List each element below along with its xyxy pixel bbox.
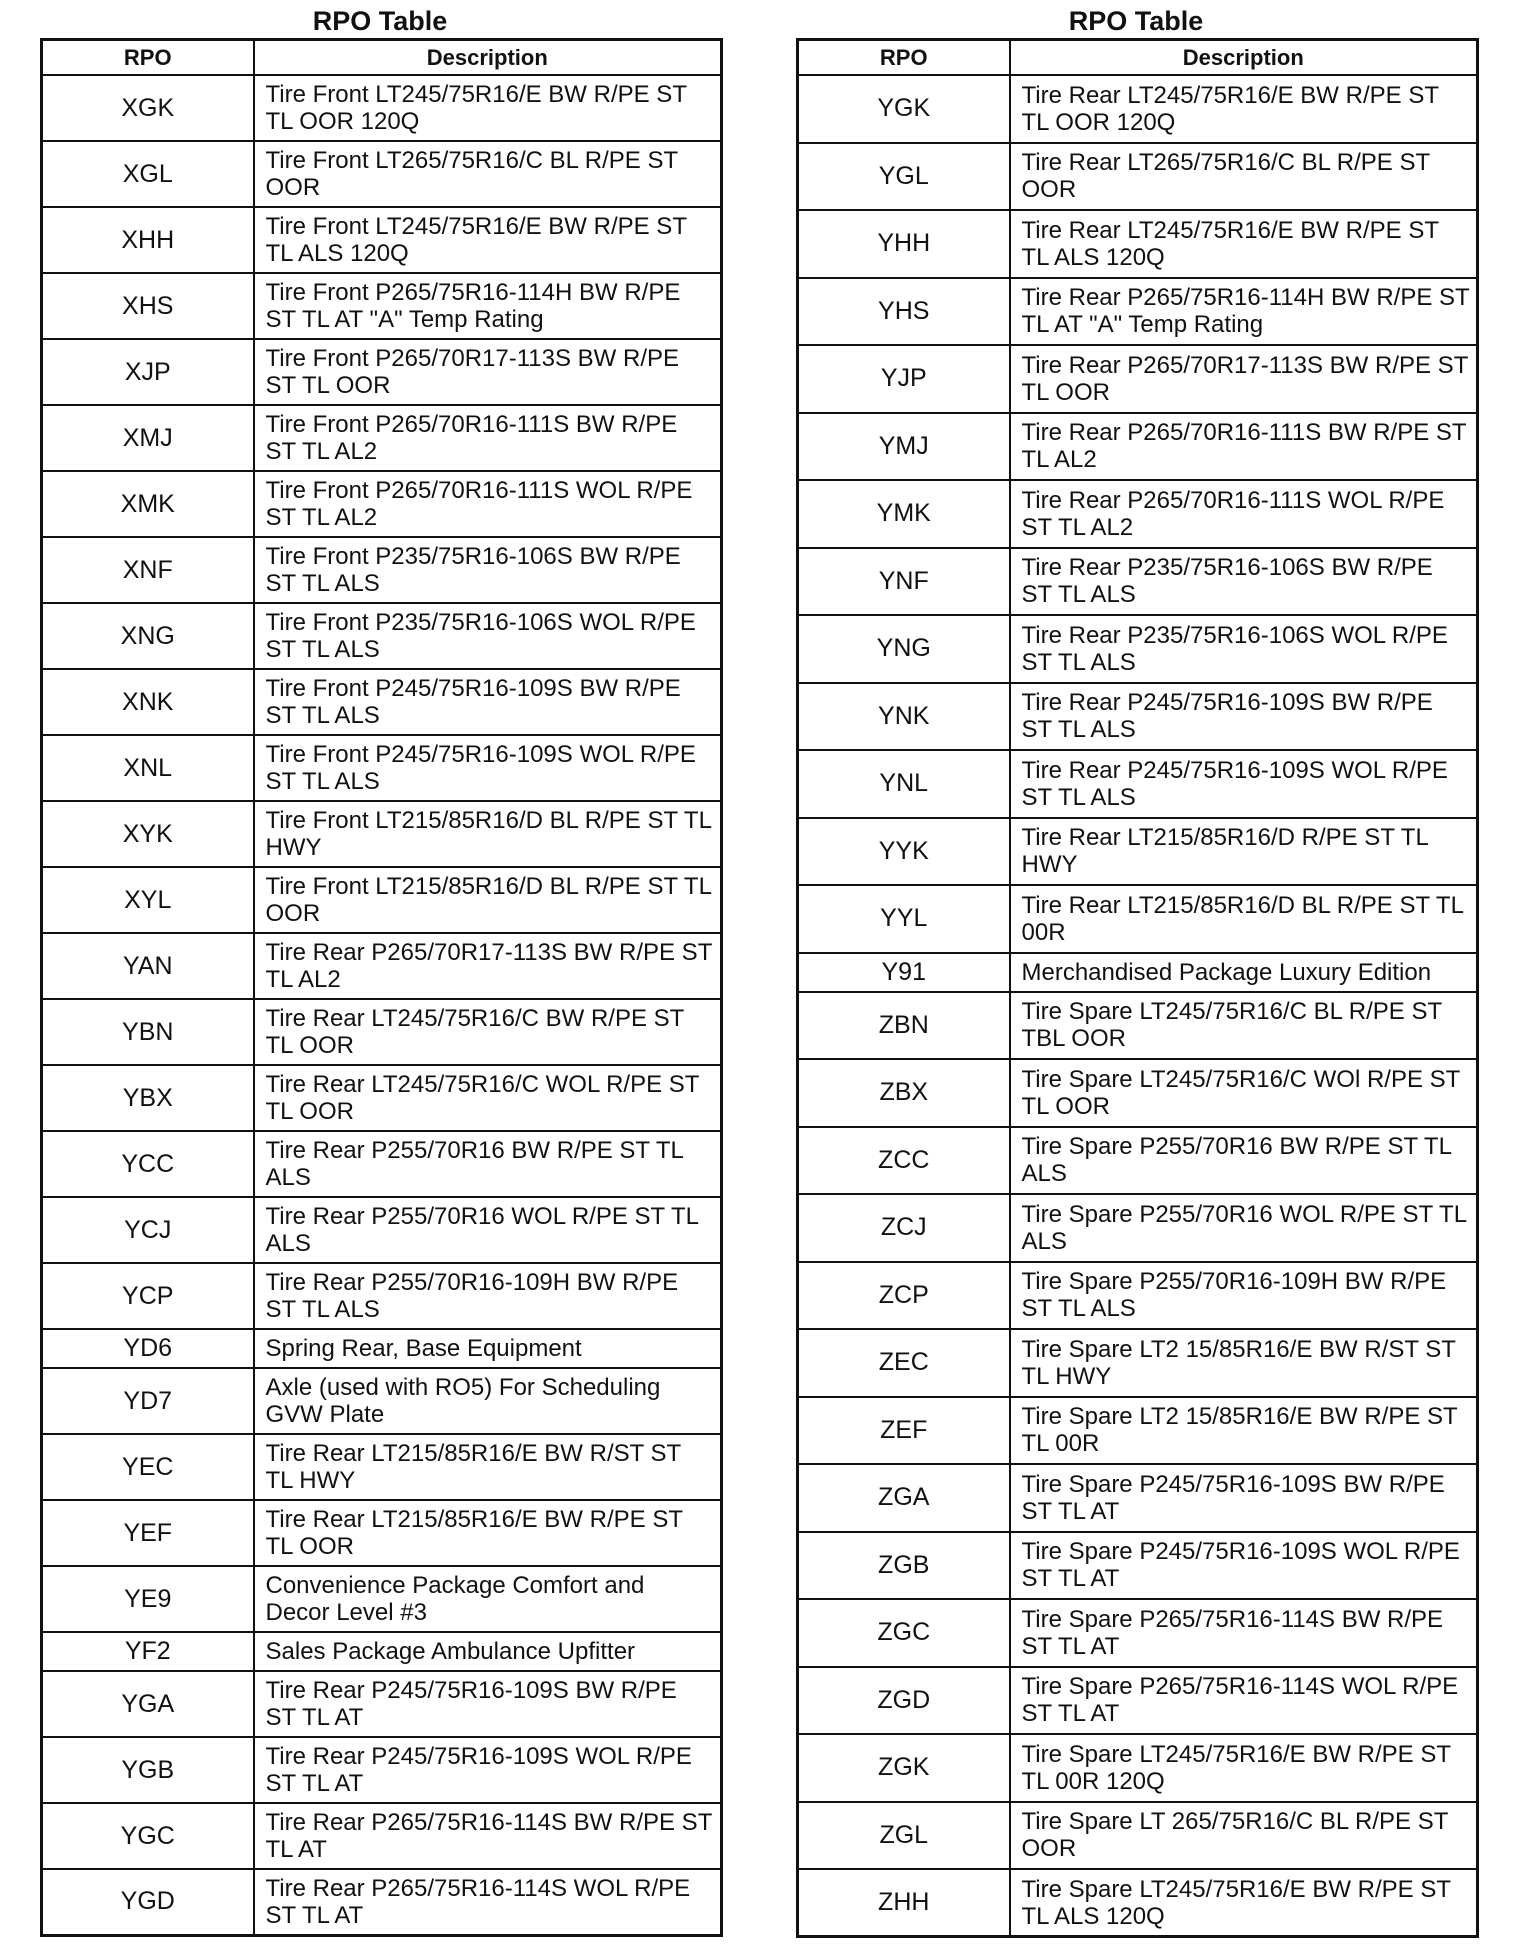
table-row [798,480,1478,548]
description-cell: Tire Front P235/75R16-106S WOL R/PE ST TL ALS [254,603,722,669]
description-cell: Tire Front P245/75R16-109S WOL R/PE ST TL ALS [254,735,722,801]
description-cell: Convenience Package Comfort and Decor Level #3 [254,1566,722,1632]
description-cell: Tire Spare LT 265/75R16/C BL R/PE ST OOR [1010,1802,1478,1870]
table-row [42,1500,722,1566]
description-cell: Tire Rear LT215/85R16/D BL R/PE ST TL 00R [1010,885,1478,953]
rpo-code-cell: YNK [798,683,1010,751]
table-row [42,1869,722,1935]
table-row [42,141,722,207]
table-row [42,801,722,867]
rpo-code-cell: XHS [42,273,254,339]
rpo-code-cell: YGB [42,1737,254,1803]
table-row [42,471,722,537]
description-cell: Tire Rear P255/70R16 WOL R/PE ST TL ALS [254,1197,722,1263]
description-cell: Tire Front P265/75R16-114H BW R/PE ST TL AT "A" Temp Rating [254,273,722,339]
description-cell: Tire Spare LT245/75R16/C WOl R/PE ST TL OOR [1010,1059,1478,1127]
table-row [798,345,1478,413]
table-row [798,548,1478,616]
table-body-left [42,75,722,1935]
table-row [42,1566,722,1632]
rpo-code-cell: YBN [42,999,254,1065]
table-row [42,1263,722,1329]
description-cell: Tire Rear P255/70R16 BW R/PE ST TL ALS [254,1131,722,1197]
description-cell: Tire Rear LT245/75R16/E BW R/PE ST TL ALS 120Q [1010,210,1478,278]
description-cell: Tire Rear P235/75R16-106S BW R/PE ST TL ALS [1010,548,1478,616]
rpo-code-cell: YGK [798,75,1010,143]
table-row [798,1667,1478,1735]
rpo-table-left-section [40,0,720,1937]
rpo-code-cell: ZEC [798,1329,1010,1397]
table-row [798,818,1478,886]
description-cell: Tire Rear P265/75R16-114S BW R/PE ST TL AT [254,1803,722,1869]
table-row [798,1869,1478,1937]
table-row [798,615,1478,683]
description-cell: Tire Spare LT245/75R16/E BW R/PE ST TL 00R 120Q [1010,1734,1478,1802]
rpo-code-cell: XYK [42,801,254,867]
description-cell: Tire Spare LT245/75R16/E BW R/PE ST TL ALS 120Q [1010,1869,1478,1937]
rpo-code-cell: ZCP [798,1262,1010,1330]
rpo-code-cell: YCP [42,1263,254,1329]
description-cell: Tire Front P245/75R16-109S BW R/PE ST TL ALS [254,669,722,735]
rpo-code-cell: ZEF [798,1397,1010,1465]
table-title-left: RPO Table [312,6,448,36]
rpo-table-left [40,38,723,1937]
description-cell: Tire Rear LT245/75R16/E BW R/PE ST TL OOR 120Q [1010,75,1478,143]
rpo-code-cell: ZBX [798,1059,1010,1127]
table-row [798,1127,1478,1195]
description-cell: Tire Rear LT215/85R16/D R/PE ST TL HWY [1010,818,1478,886]
table-row [42,1197,722,1263]
rpo-table-right-section [796,0,1476,1938]
rpo-code-cell: ZGB [798,1532,1010,1600]
description-cell: Tire Rear P245/75R16-109S WOL R/PE ST TL AT [254,1737,722,1803]
table-row [42,537,722,603]
description-cell: Tire Rear LT215/85R16/E BW R/ST ST TL HWY [254,1434,722,1500]
description-cell: Tire Rear LT245/75R16/C WOL R/PE ST TL OOR [254,1065,722,1131]
table-row [798,683,1478,751]
table-row [798,1532,1478,1600]
rpo-code-cell: XJP [42,339,254,405]
description-cell: Merchandised Package Luxury Edition [1010,953,1478,992]
rpo-code-cell: YYK [798,818,1010,886]
table-title-right: RPO Table [1068,6,1204,36]
table-row [798,1599,1478,1667]
rpo-code-cell: YAN [42,933,254,999]
rpo-code-cell: XNG [42,603,254,669]
description-cell: Tire Front LT265/75R16/C BL R/PE ST OOR [254,141,722,207]
table-row [798,278,1478,346]
rpo-code-cell: ZHH [798,1869,1010,1937]
description-cell: Tire Rear P235/75R16-106S WOL R/PE ST TL ALS [1010,615,1478,683]
rpo-code-cell: ZGK [798,1734,1010,1802]
description-cell: Tire Rear P265/70R17-113S BW R/PE ST TL AL2 [254,933,722,999]
rpo-code-cell: XNF [42,537,254,603]
rpo-code-cell: YGD [42,1869,254,1935]
rpo-code-cell: YBX [42,1065,254,1131]
table-row [798,1329,1478,1397]
table-row [42,405,722,471]
description-cell: Tire Rear P255/70R16-109H BW R/PE ST TL ALS [254,1263,722,1329]
description-cell: Tire Front LT245/75R16/E BW R/PE ST TL ALS 120Q [254,207,722,273]
rpo-code-cell: XGK [42,75,254,141]
table-row [42,1737,722,1803]
rpo-code-cell: YGL [798,143,1010,211]
rpo-code-cell: YMK [798,480,1010,548]
description-cell: Spring Rear, Base Equipment [254,1329,722,1368]
column-header-description: Description [254,40,722,76]
description-cell: Tire Front LT245/75R16/E BW R/PE ST TL OOR 120Q [254,75,722,141]
description-cell: Tire Rear P265/70R16-111S WOL R/PE ST TL AL2 [1010,480,1478,548]
table-row [798,1734,1478,1802]
table-row [42,339,722,405]
description-cell: Tire Spare LT2 15/85R16/E BW R/ST ST TL HWY [1010,1329,1478,1397]
table-row [798,1802,1478,1870]
rpo-code-cell: XHH [42,207,254,273]
table-row [798,1262,1478,1330]
table-row [42,75,722,141]
description-cell: Tire Rear LT245/75R16/C BW R/PE ST TL OOR [254,999,722,1065]
description-cell: Tire Rear P245/75R16-109S BW R/PE ST TL AT [254,1671,722,1737]
rpo-code-cell: XMK [42,471,254,537]
table-body-right [798,75,1478,1937]
rpo-code-cell: YNG [798,615,1010,683]
rpo-code-cell: ZGC [798,1599,1010,1667]
rpo-code-cell: YD7 [42,1368,254,1434]
description-cell: Sales Package Ambulance Upfitter [254,1632,722,1671]
table-row [42,1632,722,1671]
table-row [42,1131,722,1197]
table-header-row [42,40,722,76]
description-cell: Tire Front P235/75R16-106S BW R/PE ST TL ALS [254,537,722,603]
table-row [42,735,722,801]
description-cell: Tire Spare P255/70R16 WOL R/PE ST TL ALS [1010,1194,1478,1262]
table-row [42,1803,722,1869]
rpo-code-cell: Y91 [798,953,1010,992]
table-row [798,75,1478,143]
rpo-code-cell: XYL [42,867,254,933]
description-cell: Tire Rear P245/75R16-109S BW R/PE ST TL ALS [1010,683,1478,751]
table-row [42,1329,722,1368]
table-header-row [798,40,1478,76]
rpo-code-cell: XMJ [42,405,254,471]
description-cell: Tire Rear P245/75R16-109S WOL R/PE ST TL ALS [1010,750,1478,818]
table-row [798,143,1478,211]
description-cell: Tire Front P265/70R16-111S WOL R/PE ST TL AL2 [254,471,722,537]
rpo-code-cell: YD6 [42,1329,254,1368]
table-row [798,1059,1478,1127]
rpo-code-cell: YNL [798,750,1010,818]
description-cell: Tire Rear P265/75R16-114H BW R/PE ST TL AT "A" Temp Rating [1010,278,1478,346]
column-header-rpo: RPO [42,40,254,76]
description-cell: Tire Front P265/70R16-111S BW R/PE ST TL AL2 [254,405,722,471]
table-row [798,750,1478,818]
table-row [42,669,722,735]
rpo-code-cell: YGA [42,1671,254,1737]
rpo-code-cell: ZBN [798,992,1010,1060]
table-row [42,273,722,339]
description-cell: Tire Spare P265/75R16-114S WOL R/PE ST TL AT [1010,1667,1478,1735]
description-cell: Tire Front LT215/85R16/D BL R/PE ST TL OOR [254,867,722,933]
rpo-code-cell: ZGA [798,1464,1010,1532]
rpo-code-cell: YEC [42,1434,254,1500]
description-cell: Tire Front LT215/85R16/D BL R/PE ST TL HWY [254,801,722,867]
rpo-code-cell: YMJ [798,413,1010,481]
table-row [798,953,1478,992]
rpo-table-right [796,38,1479,1938]
rpo-code-cell: YJP [798,345,1010,413]
column-header-rpo: RPO [798,40,1010,76]
table-row [42,207,722,273]
table-row [42,1368,722,1434]
description-cell: Tire Rear P265/70R17-113S BW R/PE ST TL OOR [1010,345,1478,413]
rpo-code-cell: YF2 [42,1632,254,1671]
table-row [798,413,1478,481]
table-row [798,1464,1478,1532]
table-row [42,867,722,933]
description-cell: Tire Rear P265/70R16-111S BW R/PE ST TL AL2 [1010,413,1478,481]
description-cell: Tire Spare P265/75R16-114S BW R/PE ST TL AT [1010,1599,1478,1667]
table-row [42,999,722,1065]
rpo-code-cell: YNF [798,548,1010,616]
rpo-code-cell: YHH [798,210,1010,278]
table-row [42,1434,722,1500]
table-row [42,1671,722,1737]
column-header-description: Description [1010,40,1478,76]
table-row [798,885,1478,953]
table-row [798,992,1478,1060]
table-row [798,1194,1478,1262]
table-row [42,1065,722,1131]
rpo-code-cell: ZCJ [798,1194,1010,1262]
description-cell: Tire Spare P245/75R16-109S WOL R/PE ST TL AT [1010,1532,1478,1600]
description-cell: Tire Spare P255/70R16-109H BW R/PE ST TL ALS [1010,1262,1478,1330]
table-row [798,210,1478,278]
rpo-code-cell: XNL [42,735,254,801]
rpo-code-cell: ZGL [798,1802,1010,1870]
rpo-code-cell: YGC [42,1803,254,1869]
rpo-code-cell: YHS [798,278,1010,346]
rpo-code-cell: ZCC [798,1127,1010,1195]
description-cell: Axle (used with RO5) For Scheduling GVW Plate [254,1368,722,1434]
description-cell: Tire Spare P245/75R16-109S BW R/PE ST TL AT [1010,1464,1478,1532]
description-cell: Tire Spare LT245/75R16/C BL R/PE ST TBL OOR [1010,992,1478,1060]
description-cell: Tire Rear LT265/75R16/C BL R/PE ST OOR [1010,143,1478,211]
rpo-code-cell: XNK [42,669,254,735]
table-row [798,1397,1478,1465]
rpo-code-cell: YEF [42,1500,254,1566]
rpo-code-cell: ZGD [798,1667,1010,1735]
description-cell: Tire Front P265/70R17-113S BW R/PE ST TL OOR [254,339,722,405]
rpo-code-cell: YCJ [42,1197,254,1263]
table-row [42,603,722,669]
description-cell: Tire Rear P265/75R16-114S WOL R/PE ST TL AT [254,1869,722,1935]
rpo-code-cell: XGL [42,141,254,207]
description-cell: Tire Spare P255/70R16 BW R/PE ST TL ALS [1010,1127,1478,1195]
rpo-code-cell: YE9 [42,1566,254,1632]
description-cell: Tire Spare LT2 15/85R16/E BW R/PE ST TL 00R [1010,1397,1478,1465]
rpo-code-cell: YYL [798,885,1010,953]
rpo-code-cell: YCC [42,1131,254,1197]
table-row [42,933,722,999]
description-cell: Tire Rear LT215/85R16/E BW R/PE ST TL OOR [254,1500,722,1566]
